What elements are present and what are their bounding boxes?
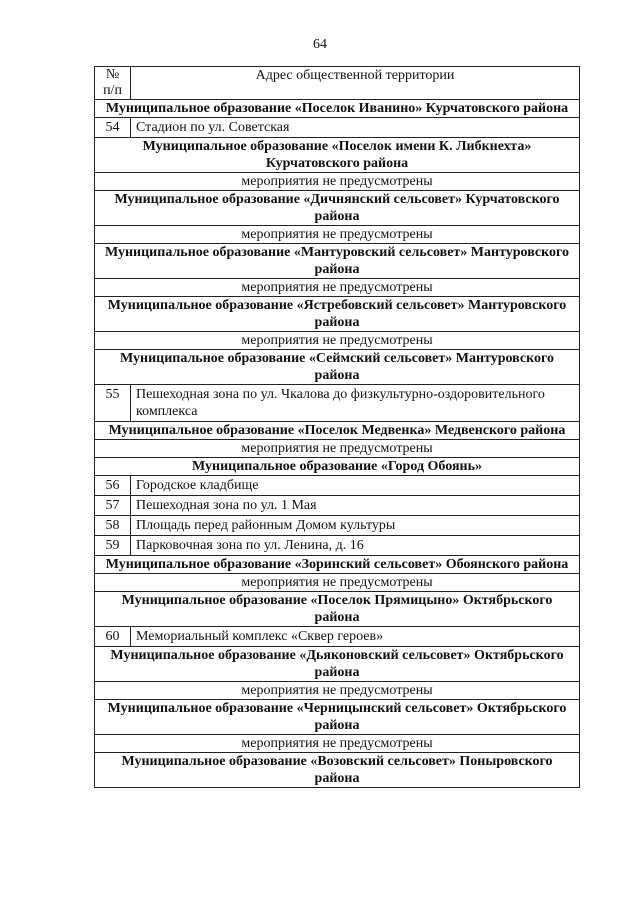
municipality-name: Муниципальное образование «Мантуровский сельсовет» Мантуровского района — [95, 244, 580, 279]
municipality-name: Муниципальное образование «Зоринский сельсовет» Обоянского района — [95, 556, 580, 574]
territory-address: Мемориальный комплекс «Сквер героев» — [131, 627, 580, 647]
page-number: 64 — [313, 37, 327, 52]
territory-row — [95, 476, 580, 496]
note-row — [95, 440, 580, 458]
no-measures-note: мероприятия не предусмотрены — [95, 574, 580, 592]
municipality-row — [95, 422, 580, 440]
territory-row — [95, 627, 580, 647]
row-number: 55 — [95, 385, 131, 422]
municipality-row — [95, 556, 580, 574]
municipality-name: Муниципальное образование «Дьяконовский сельсовет» Октябрьского района — [95, 647, 580, 682]
table-header-row — [95, 67, 580, 100]
municipality-row — [95, 458, 580, 476]
municipality-row — [95, 700, 580, 735]
territory-row — [95, 385, 580, 422]
municipality-name: Муниципальное образование «Возовский сельсовет» Поныровского района — [95, 753, 580, 788]
municipality-name: Муниципальное образование «Поселок имени К. Либкнехта» Курчатовского района — [95, 138, 580, 173]
note-row — [95, 226, 580, 244]
note-row — [95, 574, 580, 592]
municipality-row — [95, 191, 580, 226]
municipality-row — [95, 244, 580, 279]
municipality-row — [95, 350, 580, 385]
territory-address: Пешеходная зона по ул. Чкалова до физкультурно-оздоровительного комплекса — [131, 385, 580, 422]
municipality-name: Муниципальное образование «Поселок Иванино» Курчатовского района — [95, 100, 580, 118]
territory-address: Площадь перед районным Домом культуры — [131, 516, 580, 536]
territory-row — [95, 118, 580, 138]
note-row — [95, 279, 580, 297]
territory-row — [95, 516, 580, 536]
territory-address: Пешеходная зона по ул. 1 Мая — [131, 496, 580, 516]
no-measures-note: мероприятия не предусмотрены — [95, 440, 580, 458]
territory-table — [94, 66, 580, 788]
table-body — [95, 100, 580, 788]
municipality-name: Муниципальное образование «Поселок Медвенка» Медвенского района — [95, 422, 580, 440]
header-number: № п/п — [95, 67, 131, 100]
municipality-row — [95, 592, 580, 627]
municipality-row — [95, 647, 580, 682]
municipality-name: Муниципальное образование «Сеймский сельсовет» Мантуровского района — [95, 350, 580, 385]
row-number: 56 — [95, 476, 131, 496]
no-measures-note: мероприятия не предусмотрены — [95, 332, 580, 350]
territory-address: Городское кладбище — [131, 476, 580, 496]
municipality-row — [95, 138, 580, 173]
no-measures-note: мероприятия не предусмотрены — [95, 735, 580, 753]
note-row — [95, 735, 580, 753]
territory-row — [95, 536, 580, 556]
row-number: 57 — [95, 496, 131, 516]
row-number: 59 — [95, 536, 131, 556]
header-address: Адрес общественной территории — [131, 67, 580, 100]
municipality-row — [95, 753, 580, 788]
note-row — [95, 682, 580, 700]
row-number: 58 — [95, 516, 131, 536]
row-number: 54 — [95, 118, 131, 138]
territory-address: Стадион по ул. Советская — [131, 118, 580, 138]
no-measures-note: мероприятия не предусмотрены — [95, 226, 580, 244]
note-row — [95, 173, 580, 191]
no-measures-note: мероприятия не предусмотрены — [95, 279, 580, 297]
municipality-row — [95, 100, 580, 118]
municipality-name: Муниципальное образование «Черницынский сельсовет» Октябрьского района — [95, 700, 580, 735]
no-measures-note: мероприятия не предусмотрены — [95, 173, 580, 191]
municipality-name: Муниципальное образование «Ястребовский сельсовет» Мантуровского района — [95, 297, 580, 332]
municipality-row — [95, 297, 580, 332]
no-measures-note: мероприятия не предусмотрены — [95, 682, 580, 700]
territory-address: Парковочная зона по ул. Ленина, д. 16 — [131, 536, 580, 556]
municipality-name: Муниципальное образование «Дичнянский сельсовет» Курчатовского района — [95, 191, 580, 226]
territory-row — [95, 496, 580, 516]
row-number: 60 — [95, 627, 131, 647]
municipality-name: Муниципальное образование «Город Обоянь» — [95, 458, 580, 476]
municipality-name: Муниципальное образование «Поселок Прямицыно» Октябрьского района — [95, 592, 580, 627]
note-row — [95, 332, 580, 350]
